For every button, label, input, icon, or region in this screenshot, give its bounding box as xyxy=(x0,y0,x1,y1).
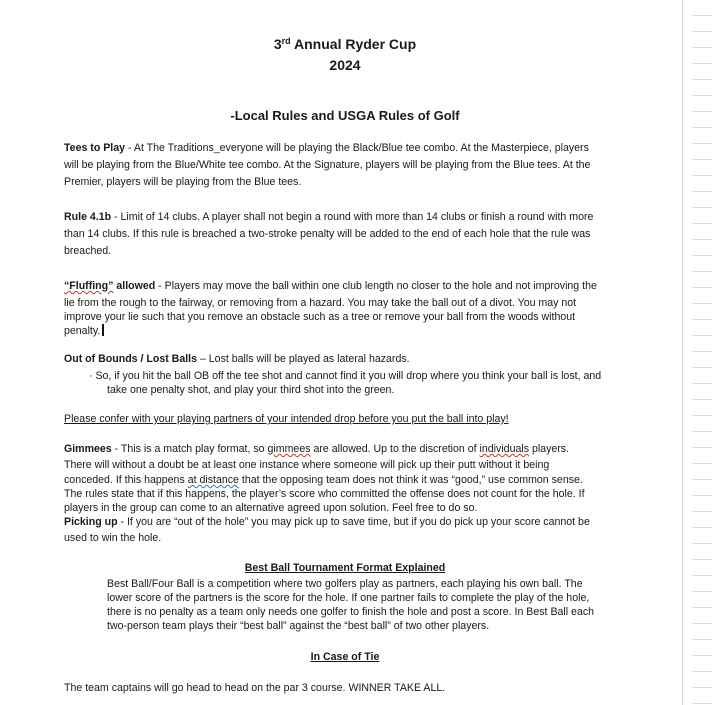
gimmees-text-1e: players. xyxy=(529,443,570,455)
gimmees-heading: Gimmees xyxy=(64,443,112,455)
best-ball-heading-text: Best Ball Tournament Format Explained xyxy=(244,562,446,574)
right-ruler xyxy=(692,0,712,705)
tees-heading: Tees to Play xyxy=(64,142,126,154)
gimmees-text-1a: - This is a match play format, so xyxy=(111,443,268,455)
rule-heading: Rule 4.1b xyxy=(64,211,112,223)
title-text: Annual Ryder Cup xyxy=(290,36,417,52)
picking-up-line-2: used to win the hole. xyxy=(64,532,162,544)
fluffing-text-1: - Players may move the ball within one club length no closer to the hole and not improving the xyxy=(155,280,597,292)
tees-line-1 xyxy=(64,140,589,157)
tie-heading-text: In Case of Tie xyxy=(310,651,380,663)
rule-line-3: breached. xyxy=(64,245,112,257)
gimmees-line-1 xyxy=(64,441,569,458)
gimmees-line-4: The rules state that if this happens, the player’s score who committed the offense does not count for the hole. If xyxy=(64,488,585,500)
best-ball-heading xyxy=(0,560,690,577)
fluffing-heading-rest: allowed xyxy=(113,280,156,292)
gimmees-text-3c: that the opposing team does not think it was “good,” use common sense. xyxy=(238,474,583,486)
tees-line-2: will be playing from the Blue/White tee combo. At the Signature, players will be playing from the Blue tees. At the xyxy=(64,159,591,171)
gimmees-text-1c: are allowed. Up to the discretion of xyxy=(310,443,480,455)
fluffing-line-4 xyxy=(64,323,104,340)
fluffing-heading xyxy=(64,280,155,292)
fluffing-line-3: improve your lie such that you remove an obstacle such as a tree or remove your ball from the woods without xyxy=(64,311,576,323)
picking-up-text-1: - If you are “out of the hole” you may pick up to save time, but if you do pick up your score cannot be xyxy=(117,516,590,528)
oob-bullet-line-1: · So, if you hit the ball OB off the tee shot and cannot find it you will drop where you think your ball is lost, and xyxy=(89,370,602,382)
tees-line-3: Premier, players will be playing from the Blue tees. xyxy=(64,176,302,188)
tie-text: The team captains will go head to head on the par 3 course. WINNER TAKE ALL. xyxy=(64,682,446,694)
title-line xyxy=(0,34,690,54)
title-superscript: rd xyxy=(281,36,291,46)
fluffing-line-2: lie from the rough to the fairway, or removing from a hazard. You may take the ball out of a divot. You may not xyxy=(64,297,577,309)
fluffing-word: “Fluffing” xyxy=(64,280,114,292)
best-ball-line-1: Best Ball/Four Ball is a competition where two golfers play as partners, each playing his own ball. The xyxy=(107,578,583,590)
picking-up-line-1 xyxy=(64,514,590,531)
picking-up-heading: Picking up xyxy=(64,516,118,528)
best-ball-line-3: there is no penalty as a team only needs one golfer to finish the hole and post a score. In Best Ball each xyxy=(107,606,595,618)
gimmees-word: gimmees xyxy=(267,443,311,455)
fluffing-line-1 xyxy=(64,278,597,295)
rule-line-2: than 14 clubs. If this rule is breached a two-stroke penalty will be added to the end of each hole that the rule was xyxy=(64,228,591,240)
gimmees-line-2: There will without a doubt be at least one instance where someone will pick up their putt without it being xyxy=(64,459,550,471)
tees-text-1: - At The Traditions_everyone will be playing the Black/Blue tee combo. At the Masterpiece, players xyxy=(125,142,589,154)
best-ball-line-2: lower score of the partners is the score for the hole. If one partner fails to complete the play of the hole, xyxy=(107,592,590,604)
text-cursor xyxy=(102,324,104,336)
at-distance-phrase: at distance xyxy=(187,474,239,486)
title-number: 3 xyxy=(273,36,282,52)
title-year: 2024 xyxy=(329,57,361,73)
individuals-word: individuals xyxy=(479,443,529,455)
rule-line-1 xyxy=(64,209,593,226)
tie-heading xyxy=(0,649,690,666)
oob-text: – Lost balls will be played as lateral hazards. xyxy=(197,353,410,365)
subtitle: -Local Rules and USGA Rules of Golf xyxy=(230,108,460,123)
oob-heading: Out of Bounds / Lost Balls xyxy=(64,353,198,365)
gimmees-text-3a: conceded. If this happens xyxy=(64,474,188,486)
gimmees-line-5: players in the group can come to an alternative agreed upon solution. Feel free to do so. xyxy=(64,502,478,514)
fluffing-text-4: penalty. xyxy=(64,325,101,337)
rule-text-1: - Limit of 14 clubs. A player shall not begin a round with more than 14 clubs or finish a round with more xyxy=(111,211,594,223)
confer-note xyxy=(64,411,509,428)
oob-line-1 xyxy=(64,351,410,368)
best-ball-line-4: two-person team plays their “best ball” against the “best ball” of two other players. xyxy=(107,620,490,632)
oob-bullet-line-2: take one penalty shot, and play your third shot into the green. xyxy=(107,384,395,396)
confer-note-text: Please confer with your playing partners of your intended drop before you put the ball into play! xyxy=(64,413,509,425)
